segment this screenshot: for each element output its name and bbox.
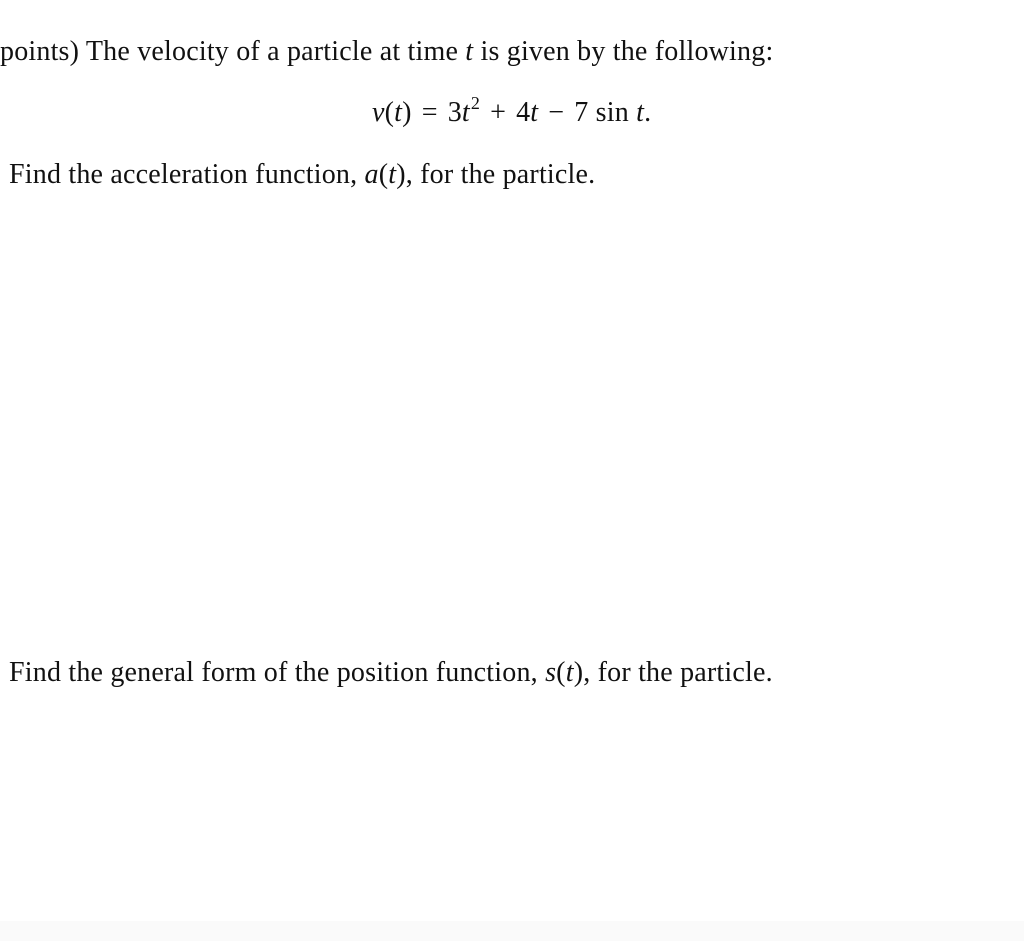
part-a-open-paren: (	[378, 159, 389, 190]
part-b-tail-text: , for the particle.	[583, 657, 773, 688]
question-acceleration	[9, 158, 595, 192]
term3-variable: t	[636, 97, 645, 128]
page-bottom-band	[0, 921, 1024, 941]
equation-equals-sign: =	[421, 97, 438, 128]
term1-coefficient: 3	[447, 97, 462, 128]
term1-variable: t	[461, 97, 470, 128]
part-a-function-name: a	[364, 159, 379, 190]
term2-coefficient: 4	[516, 97, 531, 128]
intro-tail-text: is given by the following:	[473, 36, 774, 67]
part-b-open-paren: (	[556, 657, 566, 688]
term1-exponent: 2	[470, 93, 481, 113]
equation-close-paren: )	[402, 97, 412, 128]
problem-intro	[0, 35, 773, 69]
equation-argument: t	[394, 97, 403, 128]
term2-variable: t	[530, 97, 539, 128]
part-a-lead-text: Find the acceleration function,	[9, 159, 365, 190]
part-b-argument: t	[565, 657, 574, 688]
part-a-close-paren: )	[396, 159, 406, 190]
question-position	[9, 656, 773, 690]
equation-open-paren: (	[384, 97, 395, 128]
intro-time-variable: t	[465, 36, 474, 67]
intro-lead-text: points) The velocity of a particle at time	[0, 36, 466, 67]
equation-function-name: v	[372, 97, 385, 128]
velocity-equation	[372, 93, 652, 132]
part-b-lead-text: Find the general form of the position function,	[9, 657, 546, 688]
part-b-close-paren: )	[573, 657, 584, 688]
part-a-argument: t	[388, 159, 397, 190]
part-a-tail-text: , for the particle.	[405, 159, 596, 190]
equation-period: .	[644, 97, 652, 128]
equation-plus-sign: +	[490, 97, 507, 128]
part-b-function-name: s	[545, 657, 557, 688]
term3-coefficient-sine: 7 sin	[574, 97, 637, 128]
equation-minus-sign: −	[548, 97, 565, 128]
